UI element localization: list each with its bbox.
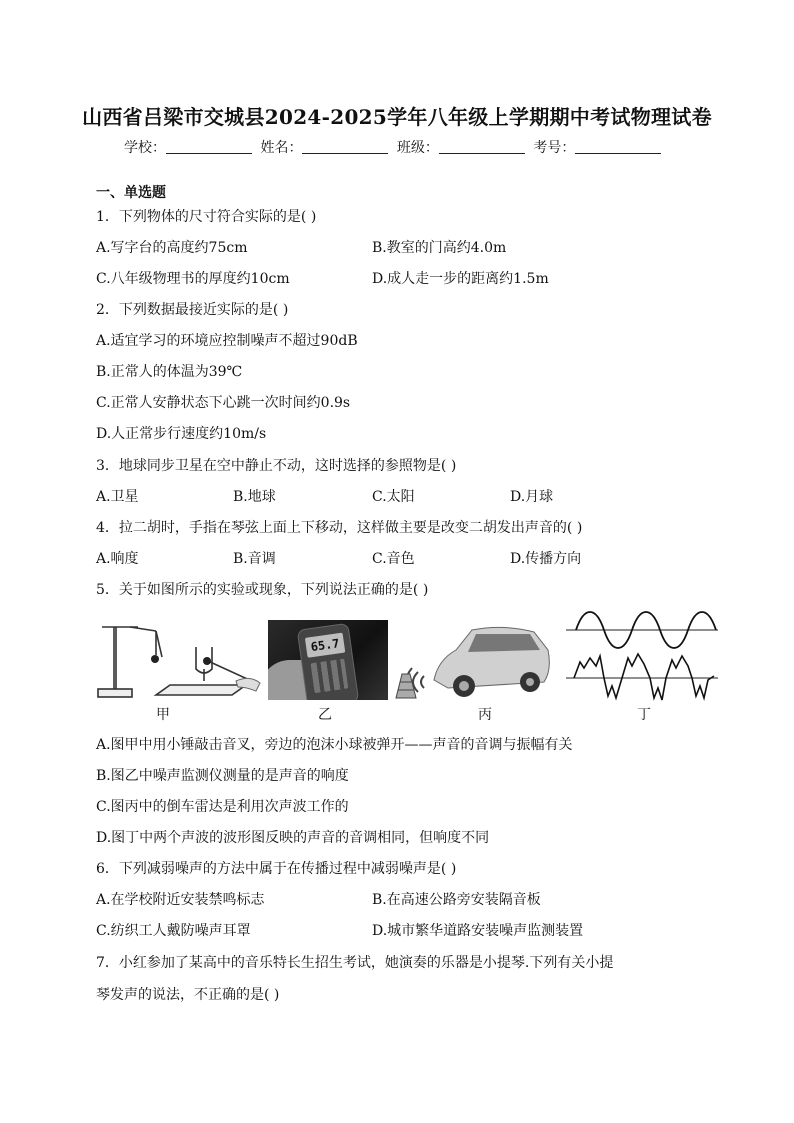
- figure-label-yi: 乙: [318, 707, 332, 723]
- figure-label-jia: 甲: [156, 707, 170, 723]
- class-label: 班级：: [396, 140, 439, 156]
- q2-option-c: C.正常人安静状态下心跳一次时间约0.9s: [96, 395, 351, 411]
- school-label: 学校：: [124, 140, 166, 156]
- figure-yi-noise-meter: [268, 620, 388, 700]
- q6-option-a: A.在学校附近安装禁鸣标志: [96, 892, 265, 908]
- student-info-line: [124, 137, 665, 157]
- figure-label-ding: 丁: [637, 707, 651, 723]
- name-blank: [302, 139, 388, 154]
- exam-number-blank: [575, 139, 661, 154]
- q3-option-b: B.地球: [233, 489, 276, 505]
- q3-option-c: C.太阳: [372, 489, 415, 505]
- meter-buttons: [310, 659, 348, 693]
- q3-stem: 3．地球同步卫星在空中静止不动，这时选择的参照物是( ): [96, 458, 457, 474]
- q2-option-d: D.人正常步行速度约10m/s: [96, 426, 267, 442]
- q4-option-c: C.音色: [372, 551, 415, 567]
- exam-title: 山西省吕梁市交城县2024-2025学年八年级上学期期中考试物理试卷: [82, 105, 712, 129]
- figure-jia-tuning-fork: [96, 617, 262, 703]
- q4-stem: 4．拉二胡时，手指在琴弦上面上下移动，这样做主要是改变二胡发出声音的( ): [96, 520, 583, 536]
- figure-ding-waveforms: [566, 606, 718, 702]
- q3-option-a: A.卫星: [96, 489, 139, 505]
- school-blank: [166, 139, 252, 154]
- q1-option-b: B.教室的门高约4.0m: [372, 240, 507, 256]
- figure-label-bing: 丙: [478, 707, 492, 723]
- q4-option-b: B.音调: [233, 551, 276, 567]
- q6-option-d: D.城市繁华道路安装噪声监测装置: [372, 923, 584, 939]
- name-label: 姓名：: [260, 140, 303, 156]
- q6-stem: 6．下列减弱噪声的方法中属于在传播过程中减弱噪声是( ): [96, 861, 457, 877]
- exam-number-label: 考号：: [533, 140, 576, 156]
- q7-stem-continued: 琴发声的说法，不正确的是( ): [96, 987, 280, 1003]
- q5-option-b: B.图乙中噪声监测仪测量的是声音的响度: [96, 768, 349, 784]
- q4-option-d: D.传播方向: [510, 551, 582, 567]
- q2-option-b: B.正常人的体温为39℃: [96, 364, 243, 380]
- figure-bing-parking-radar: [394, 620, 552, 702]
- q3-option-d: D.月球: [510, 489, 554, 505]
- q2-stem: 2．下列数据最接近实际的是( ): [96, 302, 289, 318]
- q2-option-a: A.适宜学习的环境应控制噪声不超过90dB: [96, 333, 358, 349]
- q4-option-a: A.响度: [96, 551, 139, 567]
- q1-option-a: A.写字台的高度约75cm: [96, 240, 248, 256]
- q5-stem: 5．关于如图所示的实验或现象，下列说法正确的是( ): [96, 582, 429, 598]
- q6-option-c: C.纺织工人戴防噪声耳罩: [96, 923, 251, 939]
- q1-option-d: D.成人走一步的距离约1.5m: [372, 271, 549, 287]
- q6-option-b: B.在高速公路旁安装隔音板: [372, 892, 541, 908]
- class-blank: [439, 139, 525, 154]
- section-title: 一、单选题: [96, 185, 166, 201]
- q5-option-c: C.图丙中的倒车雷达是利用次声波工作的: [96, 799, 349, 815]
- q5-option-a: A.图甲中用小锤敲击音叉，旁边的泡沫小球被弹开——声音的音调与振幅有关: [96, 737, 573, 753]
- meter-display: 65.7: [305, 633, 345, 658]
- q1-option-c: C.八年级物理书的厚度约10cm: [96, 271, 290, 287]
- q5-option-d: D.图丁中两个声波的波形图反映的声音的音调相同，但响度不同: [96, 830, 490, 846]
- q1-stem: 1．下列物体的尺寸符合实际的是( ): [96, 209, 317, 225]
- meter-body: [297, 623, 360, 700]
- q7-stem: 7．小红参加了某高中的音乐特长生招生考试，她演奏的乐器是小提琴.下列有关小提: [96, 955, 614, 971]
